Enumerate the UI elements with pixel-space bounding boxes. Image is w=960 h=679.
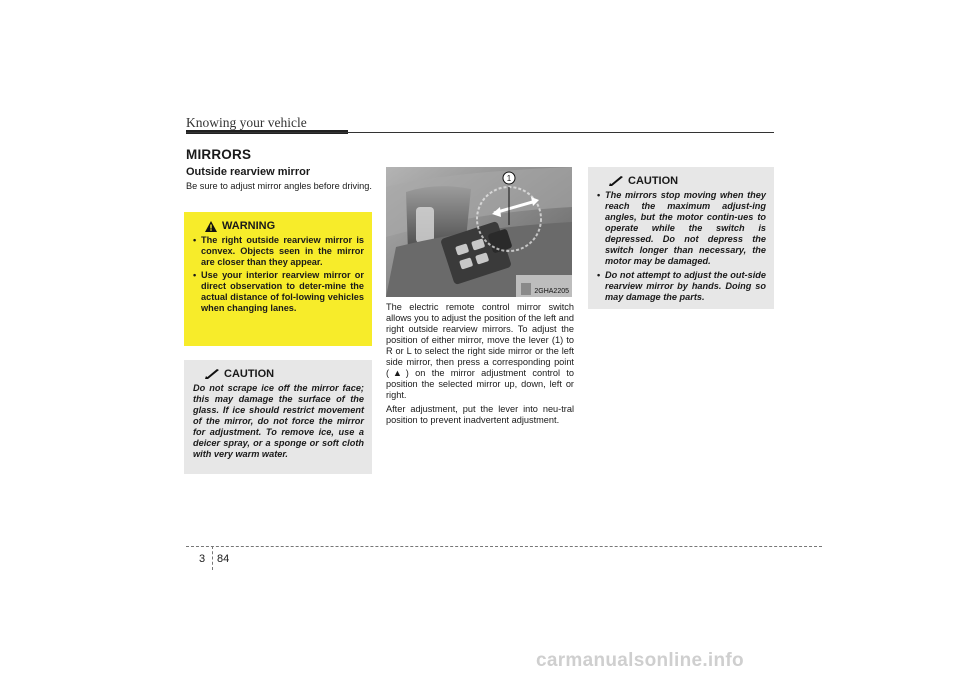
- caution-header: [609, 175, 766, 187]
- caution-text: Do not scrape ice off the mirror face; this may damage the surface of the glass. If ice should restrict movement of the mirror, do not force the mirror for adjustment. To remove ice, use a deicer spray, or a sponge or soft cloth with very warm water.: [193, 383, 364, 459]
- mirror-switch-photo: [386, 167, 572, 297]
- body-paragraph: After adjustment, put the lever into neu-tral position to prevent inadvertent adjustment.: [386, 404, 574, 425]
- body-paragraph: The electric remote control mirror switch allows you to adjust the position of the left and right outside rearview mirrors. To adjust the position of either mirror, move the lever (1) to R or L to select the right side mirror or the left side mirror, then press a corresponding point (▲) on the mirror adjustment control to position the selected mirror up, down, left or right.: [386, 302, 574, 400]
- warning-box: [184, 212, 372, 346]
- warning-title: WARNING: [222, 220, 276, 232]
- warning-header: [205, 220, 364, 232]
- section-title: MIRRORS: [186, 147, 252, 162]
- watermark: carmanualsonline.info: [536, 650, 744, 671]
- figure-code: 2GHA2205: [534, 288, 569, 295]
- body-text: [386, 302, 574, 429]
- caution-header: [205, 368, 364, 380]
- callout-number: 1: [506, 174, 512, 183]
- caution-pencil-icon: [205, 369, 219, 379]
- caution-title: CAUTION: [224, 368, 275, 380]
- caution-item: • The mirrors stop moving when they reach the maximum adjust-ing angles, but the motor contin-ues to operate while the switch is depressed. Do not depress the switch longer than necessary, the motor may be damaged.: [597, 190, 766, 267]
- caution-box-left: [184, 360, 372, 474]
- intro-text: Be sure to adjust mirror angles before driving.: [186, 181, 372, 191]
- warning-item: • Use your interior rearview mirror or direct observation to deter-mine the actual distance of fol-lowing vehicles when changing lanes.: [193, 270, 364, 314]
- subsection-title: Outside rearview mirror: [186, 166, 311, 178]
- caution-item: • Do not attempt to adjust the out-side rearview mirror by hands. Doing so may damage the parts.: [597, 270, 766, 303]
- caution-pencil-icon: [609, 176, 623, 186]
- door-panel-illustration: [386, 167, 572, 297]
- caution-title: CAUTION: [628, 175, 679, 187]
- caution-box-right: [588, 167, 774, 309]
- header-rule: [186, 132, 774, 133]
- footer-divider: [212, 546, 213, 570]
- running-header: Knowing your vehicle: [186, 115, 307, 130]
- section-number: 3: [199, 553, 206, 565]
- warning-item: • The right outside rearview mirror is convex. Objects seen in the mirror are closer than they appear.: [193, 235, 364, 268]
- page-number: 84: [217, 553, 230, 565]
- footer-rule: [186, 546, 822, 547]
- warning-triangle-icon: [205, 221, 217, 232]
